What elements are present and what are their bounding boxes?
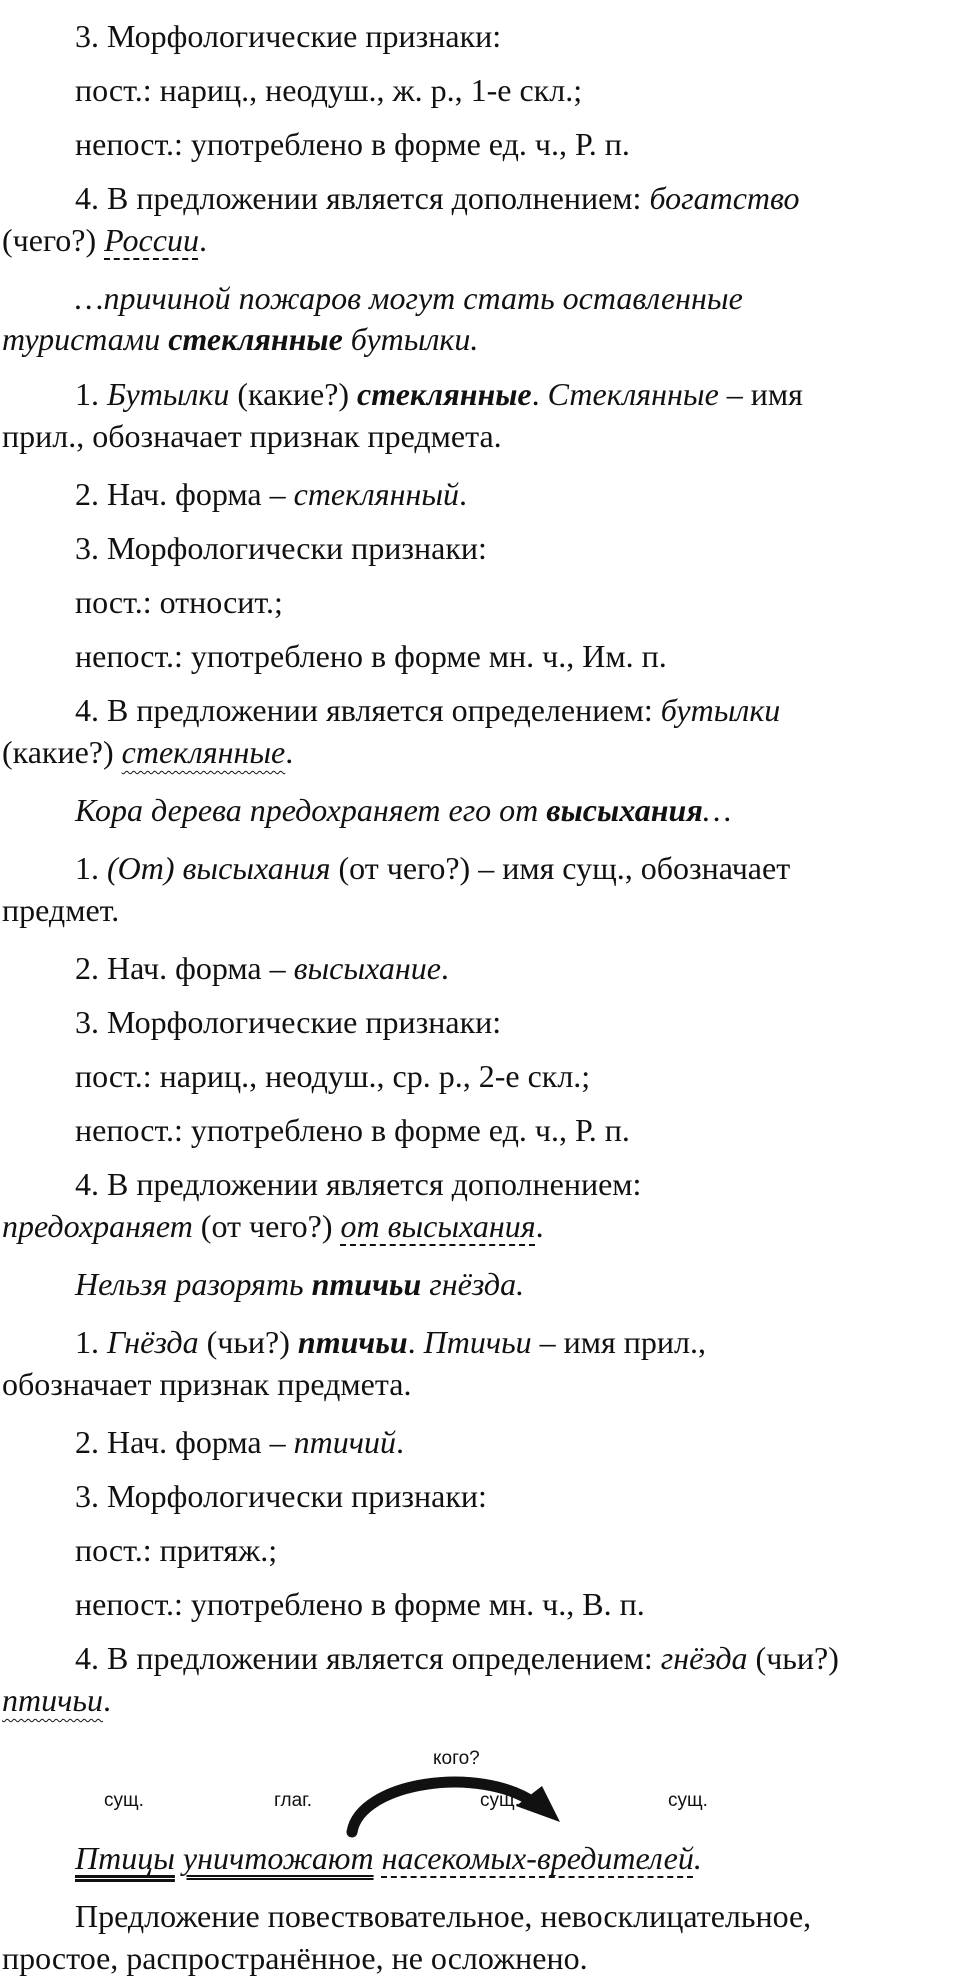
text-line: Предложение повествовательное, невосклицательное, [75,1898,812,1934]
text-line: предмет. [2,892,120,928]
text-line: 4. В предложении является дополнением: [75,1166,642,1202]
text-line: 1. Бутылки (какие?) стеклянные. Стеклянные – имя [75,376,803,412]
text-line: непост.: употреблено в форме мн. ч., Им. п. [75,638,667,674]
text-line: непост.: употреблено в форме ед. ч., Р. п. [75,126,630,162]
text-line: пост.: притяж.; [75,1532,278,1568]
text-line: предохраняет (от чего?) от высыхания. [2,1208,544,1244]
text-line: 3. Морфологически признаки: [75,530,487,566]
text-line: 1. (От) высыхания (от чего?) – имя сущ., обозначает [75,850,791,886]
pos-label: сущ. [480,1790,520,1811]
text-line: прил., обозначает признак предмета. [2,418,502,454]
text-line: простое, распространённое, не осложнено. [2,1940,588,1976]
example-sentence: Нельзя разорять птичьи гнёзда. [75,1266,525,1302]
pos-label: сущ. [668,1790,708,1811]
text-line: 3. Морфологические признаки: [75,1004,502,1040]
text-line: 3. Морфологически признаки: [75,1478,487,1514]
text-line: 4. В предложении является определением: гнёзда (чьи?) [75,1640,839,1676]
text-line: пост.: нариц., неодуш., ср. р., 2-е скл.; [75,1058,591,1094]
example-sentence: …причиной пожаров могут стать оставленные [75,280,743,316]
text-line: обозначает признак предмета. [2,1366,412,1402]
text-line: пост.: нариц., неодуш., ж. р., 1-е скл.; [75,72,583,108]
example-sentence: Кора дерева предохраняет его от высыхания… [75,792,732,828]
text-line: непост.: употреблено в форме ед. ч., Р. п. [75,1112,630,1148]
pos-label: сущ. [104,1790,144,1811]
text-line: 1. Гнёзда (чьи?) птичьи. Птичьи – имя прил., [75,1324,706,1360]
text-line: пост.: относит.; [75,584,283,620]
text-line: 2. Нач. форма – птичий. [75,1424,404,1460]
parsed-sentence: Птицы уничтожают насекомых-вредителей. [75,1840,702,1876]
pos-label: глаг. [274,1790,313,1811]
question-label: кого? [433,1748,480,1769]
arrow-icon [340,1770,600,1840]
text-line: 4. В предложении является дополнением: богатство [75,180,800,216]
text-line: 3. Морфологические признаки: [75,18,502,54]
text-line: (чего?) России. [2,222,207,258]
text-line: непост.: употреблено в форме мн. ч., В. п. [75,1586,645,1622]
text-line: 2. Нач. форма – высыхание. [75,950,449,986]
text-line: 2. Нач. форма – стеклянный. [75,476,467,512]
text-line: птичьи. [2,1682,111,1718]
text-line: (какие?) стеклянные. [2,734,294,770]
example-sentence: туристами стеклянные бутылки. [2,321,479,357]
text-line: 4. В предложении является определением: бутылки [75,692,781,728]
